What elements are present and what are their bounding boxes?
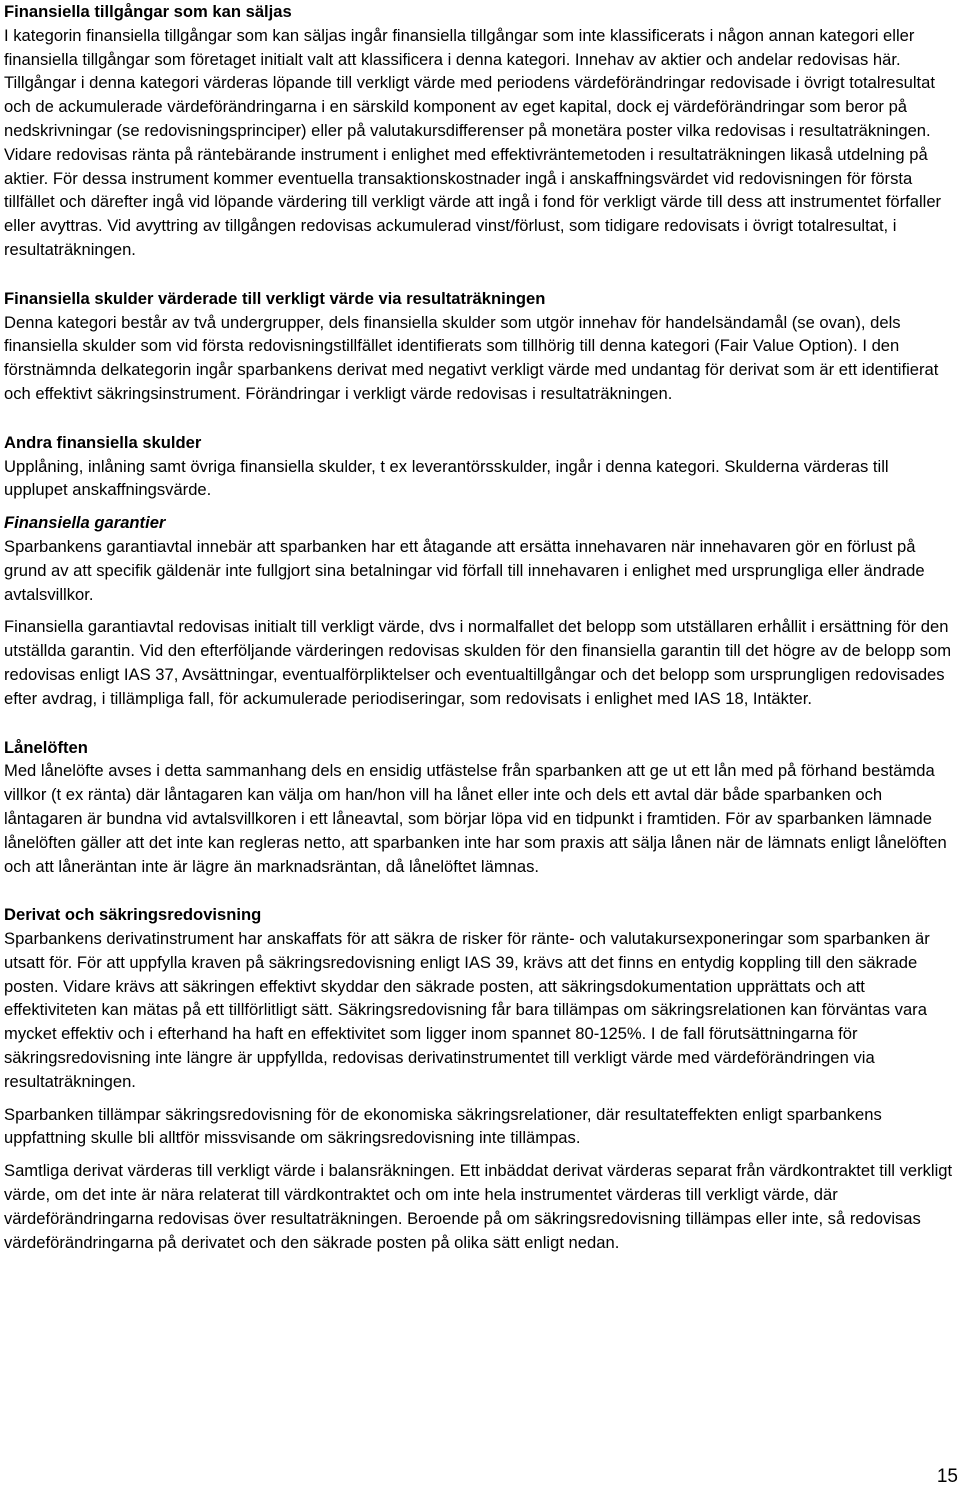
subsection-heading: Finansiella garantier [4, 513, 166, 533]
body-paragraph: Denna kategori består av två undergrupper, dels finansiella skulder som utgör innehav för handelsändamål (se ovan), dels finansiella skulder som vid första redovisningstillfället identifierats som tillhörig till denna kategori (Fair Value Option). I den förstnämnda delkategorin ingår sparbankens derivat med negativt verkligt värde med undantag för derivat som är ett identifierat och effektivt säkringsinstrument. Förändringar i verkligt värde redovisas i resultaträkningen. [4, 312, 939, 403]
section-heading: Andra finansiella skulder [4, 432, 202, 452]
body-paragraph: Med lånelöfte avses i detta sammanhang dels en ensidig utfästelse från sparbanken att ge ut ett lån med på förhand bestämda villkor (t ex ränta) där låntagaren kan välja om han/hon vill ha lånet eller inte och dels ett avtal där både sparbanken och låntagaren är bundna vid avtalsvillkoren i ett låneavtal, som börjar löpa vid en tidpunkt i framtiden. För av sparbanken lämnade lånelöften gäller att det inte kan regleras netto, att sparbanken inte har som praxis att sälja lånen när de lämnats enligt lånelöften och att låneräntan inte är lägre än marknadsräntan, då lånelöftet lämnas. [4, 761, 947, 876]
body-paragraph: Upplåning, inlåning samt övriga finansiella skulder, t ex leverantörsskulder, ingår i denna kategori. Skulderna värderas till upplupet anskaffningsvärde. [4, 456, 889, 500]
page-number: 15 [936, 1466, 958, 1487]
body-paragraph: Sparbankens derivatinstrument har anskaffats för att säkra de risker för ränte- och valutakursexponeringar som sparbanken är utsatt för. För att uppfylla kraven på säkringsredovisning enligt IAS 39, krävs att det finns en entydig koppling till den säkrade posten. Vidare krävs att säkringen effektivt skyddar den säkrade posten, att säkringsdokumentation upprättats och att effektiviteten kan mätas på ett tillförlitligt sätt. Säkringsredovisning får bara tillämpas om säkringsrelationen kan förväntas vara mycket effektiv och i efterhand ha haft en effektivitet som ligger inom spannet 80-125%. I de fall förutsättningarna för säkringsredovisning inte längre är uppfyllda, redovisas derivatinstrumentet till verkligt värde med värdeförändringen via resultaträkningen. [4, 929, 930, 1091]
section-heading: Finansiella tillgångar som kan säljas [4, 2, 292, 21]
body-paragraph: Finansiella garantiavtal redovisas initialt till verkligt värde, dvs i normalfallet det belopp som utställaren erhållit i ersättning för den utställda garantin. Vid den efterföljande värderingen redovisas skulden för den finansiella garantin till det högre av de belopp som redovisas enligt IAS 37, Avsättningar, eventualförpliktelser och eventualtillgångar och det belopp som ursprungligen redovisades efter avdrag, i tillämpliga fall, för ackumulerade periodiseringar, som redovisats i enlighet med IAS 18, Intäkter. [4, 617, 952, 708]
body-paragraph: Sparbanken tillämpar säkringsredovisning för de ekonomiska säkringsrelationer, där resultateffekten enligt sparbankens uppfattning skulle bli alltför missvisande om säkringsredovisning inte tillämpas. [4, 1104, 882, 1148]
document-page [4, 0, 956, 1254]
body-paragraph: Sparbankens garantiavtal innebär att sparbanken har ett åtagande att ersätta innehavaren när innehavaren gör en förlust på grund av att specifik gäldenär inte fullgjort sina betalningar vid förfall till innehavaren i enlighet med ursprungliga eller ändrade avtalsvillkor. [4, 536, 925, 604]
body-paragraph: I kategorin finansiella tillgångar som kan säljas ingår finansiella tillgångar som inte klassificerats i någon annan kategori eller finansiella tillgångar som företaget initialt valt att klassificera i denna kategori. Innehav av aktier och andelar redovisas här. Tillgångar i denna kategori värderas löpande till verkligt värde med periodens värdeförändringar redovisade i övrigt totalresultat och de ackumulerade värdeförändringarna i en särskild komponent av eget kapital, dock ej värdeförändringar som beror på nedskrivningar (se redovisningsprinciper) eller på valutakursdifferenser på monetära poster vilka redovisas i resultaträkningen. Vidare redovisas ränta på räntebärande instrument i enlighet med effektivräntemetoden i resultaträkningen likaså utdelning på aktier. För dessa instrument kommer eventuella transaktionskostnader ingå i anskaffningsvärdet vid redovisningen för första tillfället och därefter ingå vid löpande värdering till verkligt värde att ingå i fond för verkligt värde till dess att instrumentet förfaller eller avyttras. Vid avyttring av tillgången redovisas ackumulerad vinst/förlust, som tidigare redovisats i övrigt totalresultat, i resultaträkningen. [4, 25, 942, 259]
section-heading: Finansiella skulder värderade till verkligt värde via resultaträkningen [4, 288, 546, 308]
body-paragraph: Samtliga derivat värderas till verkligt värde i balansräkningen. Ett inbäddat derivat värderas separat från värdkontraktet till verkligt värde, om det inte är nära relaterat till värdkontraktet och om inte hela instrumentet värderas till verkligt värde, där värdeförändringarna redovisas över resultaträkningen. Beroende på om säkringsredovisning tillämpas eller inte, så redovisas värdeförändringarna på derivatet och den säkrade posten på olika sätt enligt nedan. [4, 1161, 953, 1252]
section-heading: Lånelöften [4, 737, 88, 757]
section-heading: Derivat och säkringsredovisning [4, 905, 262, 925]
